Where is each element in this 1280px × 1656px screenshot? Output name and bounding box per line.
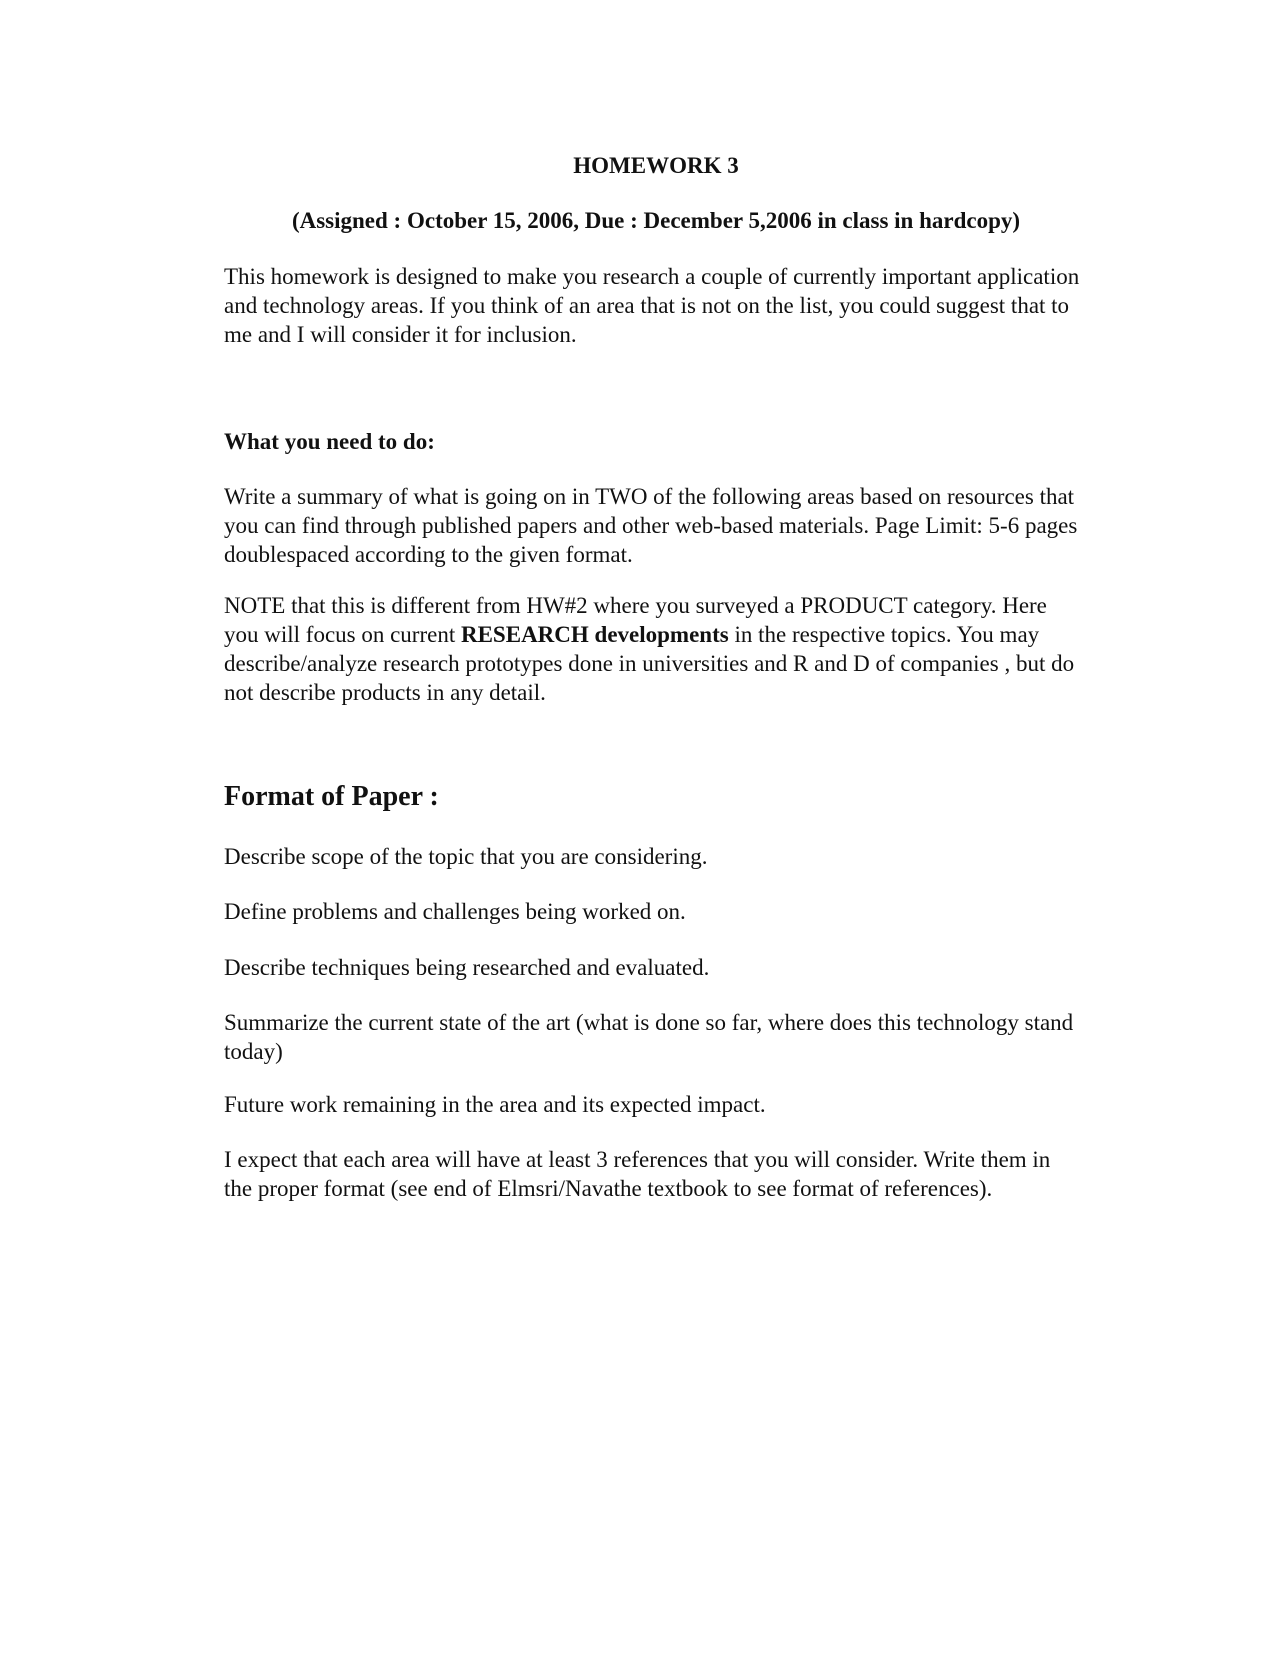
format-heading: Format of Paper : [224, 781, 439, 812]
format-item-problems: Define problems and challenges being worked on. [224, 899, 686, 924]
format-item-future-work: Future work remaining in the area and its expected impact. [224, 1092, 766, 1117]
note-text-part2: in the respective topics. You may describe/analyze research prototypes done in universities and R and D of companies , but do not describe products in any detail. [224, 622, 1075, 705]
format-item-state-of-art: Summarize the current state of the art (what is done so far, where does this technology stand today) [224, 1010, 1074, 1064]
note-paragraph [224, 591, 1084, 707]
page-title: HOMEWORK 3 [573, 153, 739, 178]
note-text-part1: NOTE that this is different from HW#2 where you surveyed a PRODUCT category. Here you will focus on current [224, 593, 1047, 647]
note-emphasis: RESEARCH developments [460, 622, 729, 647]
assignment-dates: (Assigned : October 15, 2006, Due : December 5,2006 in class in hardcopy) [291, 208, 1021, 233]
format-item-references: I expect that each area will have at least 3 references that you will consider. Write them in the proper format (see end of Elmsri/Navathe textbook to see format of references). [224, 1147, 1051, 1201]
format-item-techniques: Describe techniques being researched and evaluated. [224, 955, 710, 980]
intro-paragraph: This homework is designed to make you research a couple of currently important application and technology areas. If you think of an area that is not on the list, you could suggest that to me and I will consider it for inclusion. [224, 264, 1080, 347]
what-heading: What you need to do: [224, 429, 435, 454]
what-body-paragraph: Write a summary of what is going on in TWO of the following areas based on resources that you can find through published papers and other web-based materials. Page Limit: 5-6 pages doublespaced according to the given format. [224, 484, 1078, 567]
format-item-scope: Describe scope of the topic that you are considering. [224, 844, 708, 869]
